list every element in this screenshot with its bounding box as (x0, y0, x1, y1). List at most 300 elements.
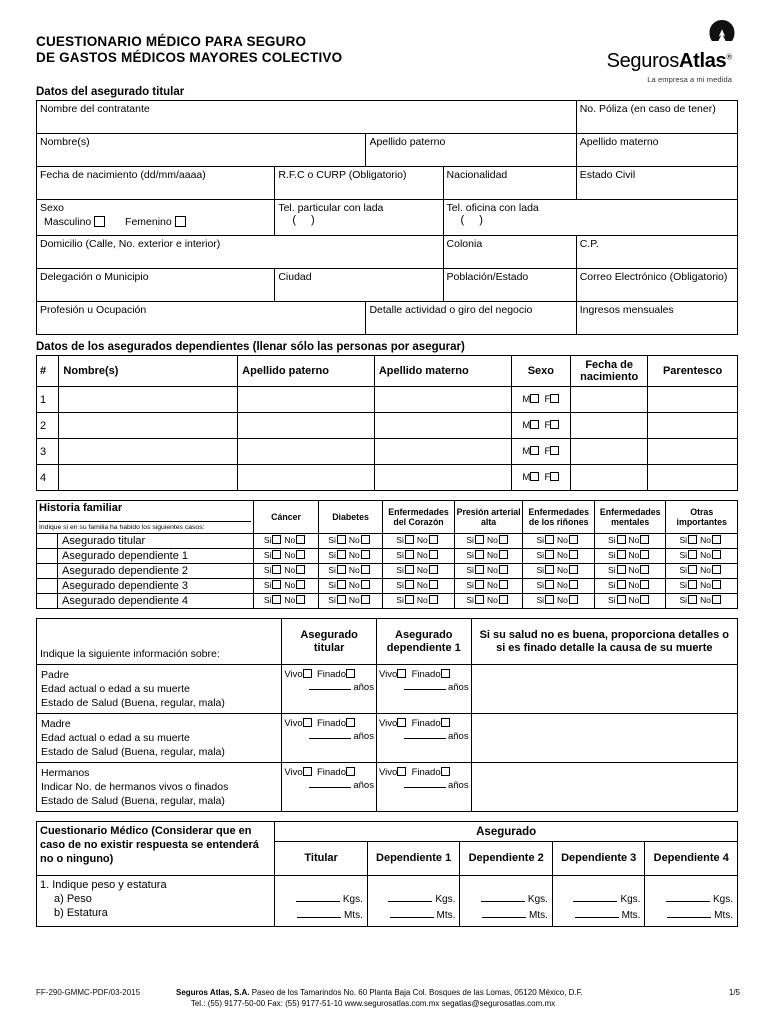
field-detalle-actividad[interactable] (366, 302, 576, 335)
checkbox-no[interactable] (499, 535, 508, 544)
hf-answer-diabetes[interactable] (318, 594, 382, 609)
checkbox-no[interactable] (499, 565, 508, 574)
checkbox-vivo[interactable] (303, 669, 312, 678)
dep-fecha-cell[interactable] (571, 387, 648, 413)
row-profesion (37, 302, 738, 335)
historia-familiar-title-cell (37, 501, 254, 534)
checkbox-si[interactable] (617, 535, 626, 544)
field-no-poliza[interactable] (576, 101, 737, 134)
checkbox-no[interactable] (429, 580, 438, 589)
field-ciudad[interactable] (275, 269, 443, 302)
col-dependiente-1: Dependiente 1 (367, 842, 460, 876)
checkbox-finado[interactable] (346, 669, 355, 678)
field-fecha-nacimiento[interactable] (37, 167, 275, 200)
dep-apellido-materno-cell[interactable] (374, 413, 511, 439)
hf-answer-rinones[interactable] (523, 579, 595, 594)
hf-answer-mentales[interactable] (594, 594, 666, 609)
label-si: Si (536, 595, 545, 605)
label-no-poliza: No. Póliza (en caso de tener) (579, 103, 716, 115)
dep-parentesco-cell[interactable] (648, 465, 738, 491)
checkbox-si[interactable] (545, 565, 554, 574)
dep-nombres-cell[interactable] (59, 413, 238, 439)
unit-mts: Mts. (714, 910, 733, 921)
padres-row-line2: Indicar No. de hermanos vivos o finados (41, 781, 229, 793)
q1-titular-answer[interactable] (275, 876, 368, 927)
unit-mts: Mts. (343, 910, 363, 921)
hf-answer-cancer[interactable] (254, 579, 318, 594)
hermanos-detalle-cell[interactable] (471, 763, 737, 812)
hf-answer-corazon[interactable] (383, 549, 455, 564)
hf-answer-mentales[interactable] (594, 564, 666, 579)
checkbox-si[interactable] (405, 565, 414, 574)
label-nombre-contratante: Nombre del contratante (40, 103, 150, 115)
checkbox-si[interactable] (617, 580, 626, 589)
label-detalle-actividad: Detalle actividad o giro del negocio (369, 304, 533, 316)
hf-answer-corazon[interactable] (383, 534, 455, 549)
padres-row-line3: Estado de Salud (Buena, regular, mala) (41, 795, 225, 807)
checkbox-finado[interactable] (441, 669, 450, 678)
field-tel-oficina[interactable] (443, 200, 737, 236)
label-estado-civil: Estado Civil (579, 169, 636, 181)
label-no: No (284, 535, 296, 545)
table-row (37, 439, 738, 465)
unit-mts: Mts. (621, 910, 641, 921)
label-no: No (284, 580, 296, 590)
hf-answer-otras[interactable] (666, 534, 738, 549)
logo-tagline: La empresa a mi medida (647, 75, 732, 84)
hf-answer-presion[interactable] (454, 579, 523, 594)
dep-parentesco-cell[interactable] (648, 387, 738, 413)
dep-apellido-materno-cell[interactable] (374, 465, 511, 491)
label-si: Si (536, 550, 545, 560)
checkbox-si[interactable] (545, 580, 554, 589)
label-si: Si (536, 565, 545, 575)
dep-fecha-cell[interactable] (571, 465, 648, 491)
checkbox-no[interactable] (640, 580, 649, 589)
hf-answer-corazon[interactable] (383, 594, 455, 609)
label-si: Si (607, 580, 616, 590)
padres-table (36, 618, 738, 812)
checkbox-si[interactable] (545, 595, 554, 604)
checkbox-si[interactable] (617, 565, 626, 574)
hf-marker-cell (37, 549, 58, 564)
table-row (37, 876, 738, 927)
checkbox-no[interactable] (640, 535, 649, 544)
checkbox-si[interactable] (475, 565, 484, 574)
dep-parentesco-cell[interactable] (648, 439, 738, 465)
checkbox-sex-f[interactable] (550, 420, 559, 429)
label-no: No (416, 535, 428, 545)
hf-answer-otras[interactable] (666, 564, 738, 579)
checkbox-si[interactable] (475, 535, 484, 544)
field-sexo[interactable] (37, 200, 275, 236)
checkbox-no[interactable] (361, 535, 370, 544)
checkbox-no[interactable] (569, 565, 578, 574)
table-row (37, 763, 738, 812)
checkbox-no[interactable] (712, 580, 721, 589)
checkbox-no[interactable] (569, 550, 578, 559)
table-row (37, 665, 738, 714)
dep-sexo-cell[interactable] (511, 413, 571, 439)
hf-answer-mentales[interactable] (594, 579, 666, 594)
hf-answer-cancer[interactable] (254, 534, 318, 549)
checkbox-no[interactable] (712, 550, 721, 559)
label-no: No (557, 550, 568, 560)
label-correo: Correo Electrónico (Obligatorio) (579, 271, 728, 283)
checkbox-si[interactable] (337, 565, 346, 574)
checkbox-no[interactable] (296, 595, 305, 604)
cuestionario-title: Cuestionario Médico (Considerar que en caso de no existir respuesta se entenderá no o ninguno) (40, 825, 259, 865)
label-no: No (557, 595, 568, 605)
hf-answer-diabetes[interactable] (318, 564, 382, 579)
hf-row-label: Asegurado dependiente 3 (58, 579, 254, 594)
checkbox-si[interactable] (475, 595, 484, 604)
padre-dep1-status[interactable] (376, 665, 471, 714)
checkbox-si[interactable] (405, 580, 414, 589)
hf-answer-presion[interactable] (454, 534, 523, 549)
label-no: No (348, 580, 360, 590)
hf-answer-presion[interactable] (454, 564, 523, 579)
field-apellido-paterno[interactable] (366, 134, 576, 167)
hf-answer-otras[interactable] (666, 594, 738, 609)
table-row (37, 534, 738, 549)
hf-marker-cell (37, 534, 58, 549)
field-poblacion-estado[interactable] (443, 269, 576, 302)
checkbox-si[interactable] (545, 550, 554, 559)
label-si: Si (466, 565, 474, 575)
checkbox-sex-m[interactable] (530, 472, 539, 481)
checkbox-finado[interactable] (441, 767, 450, 776)
hermanos-dep1-edad[interactable] (379, 779, 469, 792)
padre-titular-status[interactable] (282, 665, 377, 714)
dep-fecha-cell[interactable] (571, 439, 648, 465)
checkbox-no[interactable] (361, 595, 370, 604)
checkbox-sex-m[interactable] (530, 446, 539, 455)
hf-answer-diabetes[interactable] (318, 534, 382, 549)
checkbox-si[interactable] (272, 565, 281, 574)
checkbox-si[interactable] (272, 535, 281, 544)
checkbox-si[interactable] (405, 550, 414, 559)
tel-oficina-lada: ( ) (460, 214, 489, 226)
q1-dep4-answer[interactable] (645, 876, 738, 927)
hf-answer-diabetes[interactable] (318, 549, 382, 564)
checkbox-sex-m[interactable] (530, 394, 539, 403)
checkbox-si[interactable] (475, 550, 484, 559)
row-contratante (37, 101, 738, 134)
padre-titular-edad[interactable] (284, 681, 374, 694)
question-1a-text: a) Peso (54, 893, 92, 905)
checkbox-no[interactable] (361, 565, 370, 574)
label-finado: Finado (316, 669, 346, 680)
dep-apellido-materno-cell[interactable] (374, 439, 511, 465)
padres-row-label-cell (37, 665, 282, 714)
label-sex-m: M (522, 420, 531, 431)
checkbox-vivo[interactable] (303, 718, 312, 727)
hf-answer-rinones[interactable] (523, 534, 595, 549)
dep-apellido-paterno-cell[interactable] (238, 387, 375, 413)
checkbox-si[interactable] (688, 595, 697, 604)
hf-row-label: Asegurado dependiente 2 (58, 564, 254, 579)
label-no: No (628, 535, 640, 545)
label-si: Si (263, 565, 272, 575)
hermanos-titular-edad[interactable] (284, 779, 374, 792)
checkbox-si[interactable] (475, 580, 484, 589)
label-no: No (284, 595, 296, 605)
padres-row-title: Hermanos (41, 767, 90, 779)
label-finado: Finado (316, 767, 346, 778)
hf-answer-rinones[interactable] (523, 564, 595, 579)
dep-fecha-cell[interactable] (571, 413, 648, 439)
hermanos-dep1-status[interactable] (376, 763, 471, 812)
checkbox-si[interactable] (337, 580, 346, 589)
checkbox-si[interactable] (617, 595, 626, 604)
hf-answer-rinones[interactable] (523, 549, 595, 564)
dep-row-number: 4 (37, 465, 59, 491)
padre-dep1-edad[interactable] (379, 681, 469, 694)
label-delegacion: Delegación o Municipio (40, 271, 149, 283)
label-vivo: Vivo (378, 718, 398, 729)
label-domicilio: Domicilio (Calle, No. exterior e interior) (40, 238, 221, 250)
hermanos-titular-status[interactable] (282, 763, 377, 812)
field-estado-civil[interactable] (576, 167, 737, 200)
checkbox-no[interactable] (499, 550, 508, 559)
dep-sexo-cell[interactable] (511, 387, 571, 413)
field-profesion[interactable] (37, 302, 366, 335)
checkbox-vivo[interactable] (397, 669, 406, 678)
label-no: No (486, 550, 498, 560)
field-delegacion[interactable] (37, 269, 275, 302)
col-dependiente-2: Dependiente 2 (460, 842, 553, 876)
checkbox-vivo[interactable] (303, 767, 312, 776)
checkbox-no[interactable] (712, 595, 721, 604)
checkbox-no[interactable] (569, 580, 578, 589)
dep-sexo-cell[interactable] (511, 465, 571, 491)
dep-apellido-paterno-cell[interactable] (238, 413, 375, 439)
madre-dep1-status[interactable] (376, 714, 471, 763)
historia-familiar-table (36, 500, 738, 609)
checkbox-no[interactable] (712, 535, 721, 544)
madre-titular-edad[interactable] (284, 730, 374, 743)
checkbox-no[interactable] (296, 565, 305, 574)
section-caption-titular: Datos del asegurado titular (36, 86, 185, 98)
q1-dep1-answer[interactable] (367, 876, 460, 927)
edad-blank-line (309, 779, 351, 788)
hf-row-label: Asegurado dependiente 1 (58, 549, 254, 564)
checkbox-si[interactable] (405, 535, 414, 544)
label-rfc-curp: R.F.C o CURP (Obligatorio) (278, 169, 407, 181)
checkbox-si[interactable] (272, 595, 281, 604)
checkbox-no[interactable] (296, 550, 305, 559)
checkbox-no[interactable] (640, 550, 649, 559)
padres-row-line2: Edad actual o edad a su muerte (41, 732, 190, 744)
checkbox-no[interactable] (640, 595, 649, 604)
dep-apellido-materno-cell[interactable] (374, 387, 511, 413)
checkbox-no[interactable] (361, 580, 370, 589)
form-code: FF-290-GMMC-PDF/03-2015 (36, 988, 141, 997)
checkbox-sex-f[interactable] (550, 394, 559, 403)
dep-apellido-paterno-cell[interactable] (238, 439, 375, 465)
field-rfc-curp[interactable] (275, 167, 443, 200)
hf-answer-corazon[interactable] (383, 564, 455, 579)
logo-wordmark (607, 50, 732, 73)
checkbox-masculino[interactable] (94, 216, 105, 227)
dep-nombres-cell[interactable] (59, 465, 238, 491)
checkbox-si[interactable] (688, 550, 697, 559)
checkbox-sex-f[interactable] (550, 472, 559, 481)
dependientes-header-row (37, 356, 738, 387)
label-fecha-nacimiento: Fecha de nacimiento (dd/mm/aaaa) (40, 169, 206, 181)
row-nacimiento (37, 167, 738, 200)
field-ingresos[interactable] (576, 302, 737, 335)
padres-row-title: Madre (41, 718, 71, 730)
checkbox-femenino[interactable] (175, 216, 186, 227)
hf-answer-diabetes[interactable] (318, 579, 382, 594)
field-correo[interactable] (576, 269, 737, 302)
label-si: Si (328, 595, 336, 605)
field-domicilio[interactable] (37, 236, 444, 269)
label-ciudad: Ciudad (278, 271, 312, 283)
checkbox-no[interactable] (429, 595, 438, 604)
label-finado: Finado (411, 767, 441, 778)
checkbox-sex-m[interactable] (530, 420, 539, 429)
checkbox-si[interactable] (688, 535, 697, 544)
checkbox-si[interactable] (337, 595, 346, 604)
checkbox-finado[interactable] (441, 718, 450, 727)
hf-answer-mentales[interactable] (594, 549, 666, 564)
label-si: Si (679, 535, 688, 545)
label-sex-f: F (544, 472, 551, 483)
madre-dep1-edad[interactable] (379, 730, 469, 743)
checkbox-no[interactable] (499, 595, 508, 604)
dep-sexo-cell[interactable] (511, 439, 571, 465)
checkbox-si[interactable] (272, 550, 281, 559)
checkbox-no[interactable] (569, 595, 578, 604)
col-titular: Titular (275, 842, 368, 876)
hf-row-label: Asegurado dependiente 4 (58, 594, 254, 609)
hf-answer-rinones[interactable] (523, 594, 595, 609)
label-no: No (700, 550, 711, 560)
table-row (37, 387, 738, 413)
checkbox-finado[interactable] (346, 767, 355, 776)
label-si: Si (679, 565, 688, 575)
hf-answer-otras[interactable] (666, 579, 738, 594)
checkbox-si[interactable] (688, 580, 697, 589)
label-finado: Finado (316, 718, 346, 729)
hf-answer-corazon[interactable] (383, 579, 455, 594)
checkbox-no[interactable] (640, 565, 649, 574)
hf-answer-cancer[interactable] (254, 564, 318, 579)
page-number: 1/5 (728, 988, 740, 997)
label-si: Si (607, 550, 616, 560)
checkbox-si[interactable] (337, 535, 346, 544)
checkbox-finado[interactable] (346, 718, 355, 727)
peso-blank-line (573, 892, 617, 902)
dep-nombres-cell[interactable] (59, 439, 238, 465)
label-apellido-materno: Apellido materno (579, 136, 659, 148)
checkbox-no[interactable] (499, 580, 508, 589)
field-nacionalidad[interactable] (443, 167, 576, 200)
label-no: No (348, 535, 360, 545)
label-no: No (700, 565, 711, 575)
field-apellido-materno[interactable] (576, 134, 737, 167)
label-si: Si (466, 535, 474, 545)
checkbox-no[interactable] (429, 565, 438, 574)
madre-detalle-cell[interactable] (471, 714, 737, 763)
dep-row-number: 3 (37, 439, 59, 465)
checkbox-si[interactable] (337, 550, 346, 559)
checkbox-si[interactable] (617, 550, 626, 559)
dep-apellido-paterno-cell[interactable] (238, 465, 375, 491)
table-row (37, 564, 738, 579)
hf-answer-otras[interactable] (666, 549, 738, 564)
label-no: No (628, 595, 640, 605)
table-row (37, 465, 738, 491)
label-si: Si (536, 580, 545, 590)
checkbox-si[interactable] (272, 580, 281, 589)
label-vivo: Vivo (284, 718, 303, 729)
edad-blank-line (404, 681, 446, 690)
label-si: Si (396, 565, 404, 575)
checkbox-no[interactable] (429, 535, 438, 544)
hf-answer-cancer[interactable] (254, 594, 318, 609)
label-si: Si (396, 595, 404, 605)
field-colonia[interactable] (443, 236, 576, 269)
madre-titular-status[interactable] (282, 714, 377, 763)
hf-answer-presion[interactable] (454, 594, 523, 609)
checkbox-vivo[interactable] (397, 718, 406, 727)
hf-answer-mentales[interactable] (594, 534, 666, 549)
field-tel-particular[interactable] (275, 200, 443, 236)
checkbox-no[interactable] (569, 535, 578, 544)
col-apellido-paterno: Apellido paterno (238, 356, 375, 387)
checkbox-no[interactable] (361, 550, 370, 559)
checkbox-si[interactable] (405, 595, 414, 604)
checkbox-sex-f[interactable] (550, 446, 559, 455)
checkbox-vivo[interactable] (397, 767, 406, 776)
hf-answer-cancer[interactable] (254, 549, 318, 564)
label-sex-f: F (544, 420, 551, 431)
label-si: Si (466, 550, 474, 560)
hf-answer-presion[interactable] (454, 549, 523, 564)
label-si: Si (679, 550, 688, 560)
dep-nombres-cell[interactable] (59, 387, 238, 413)
table-row (37, 594, 738, 609)
label-si: Si (396, 580, 404, 590)
label-apellido-paterno: Apellido paterno (369, 136, 446, 148)
checkbox-no[interactable] (712, 565, 721, 574)
field-nombre-contratante[interactable] (37, 101, 577, 134)
label-vivo: Vivo (378, 767, 398, 778)
field-cp[interactable] (576, 236, 737, 269)
padres-header-row (37, 619, 738, 665)
checkbox-no[interactable] (296, 535, 305, 544)
page-title-line1: CUESTIONARIO MÉDICO PARA SEGURO (36, 34, 307, 49)
label-vivo: Vivo (284, 669, 303, 680)
label-sex-m: M (522, 472, 531, 483)
col-asegurado-titular: Asegurado titular (282, 619, 377, 665)
checkbox-no[interactable] (429, 550, 438, 559)
checkbox-si[interactable] (545, 535, 554, 544)
q1-dep3-answer[interactable] (552, 876, 645, 927)
dep-parentesco-cell[interactable] (648, 413, 738, 439)
edad-blank-line (404, 730, 446, 739)
q1-dep2-answer[interactable] (460, 876, 553, 927)
checkbox-si[interactable] (688, 565, 697, 574)
label-si: Si (536, 535, 545, 545)
checkbox-no[interactable] (296, 580, 305, 589)
field-nombres[interactable] (37, 134, 366, 167)
padre-detalle-cell[interactable] (471, 665, 737, 714)
